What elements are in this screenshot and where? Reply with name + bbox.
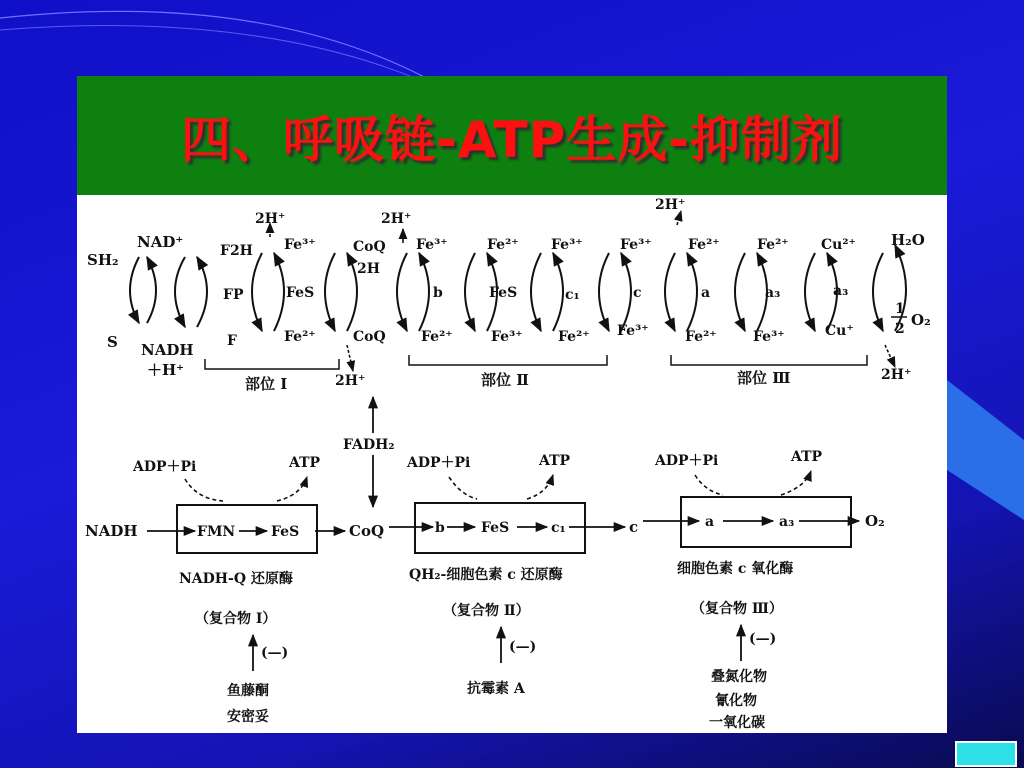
cyt-a-top: Fe²⁺ — [688, 237, 720, 253]
cyt-a-mid: a — [701, 285, 711, 301]
complex-names — [179, 560, 793, 627]
cyt-a-bottom: Fe²⁺ — [685, 329, 717, 345]
proton-label-5: 2H⁺ — [881, 367, 912, 383]
cyt-c1-bottom: Fe²⁺ — [558, 329, 590, 345]
c3-complex: （复合物 Ⅲ） — [691, 601, 783, 617]
proton-label-3: 2H⁺ — [655, 197, 686, 213]
fes1-top: Fe³⁺ — [284, 237, 316, 253]
nadh-label: NADH — [141, 341, 194, 359]
adp-pi-1: ADP＋Pi — [133, 459, 197, 475]
inhibitor-labels — [227, 668, 767, 731]
c2-complex: （复合物 Ⅱ） — [443, 603, 530, 619]
adp-pi-2: ADP＋Pi — [407, 455, 471, 471]
c2-name: QH₂-细胞色素 c 还原酶 — [409, 567, 563, 583]
cyt-c1-top: Fe³⁺ — [551, 237, 583, 253]
fadh2-label: FADH₂ — [343, 437, 395, 453]
c3-sign: (—) — [749, 631, 777, 647]
cyt-c-mid: c — [633, 285, 642, 301]
adp-atp-labels — [132, 449, 823, 475]
respiratory-chain-diagram — [77, 195, 947, 733]
adp-pi-3: ADP＋Pi — [655, 453, 719, 469]
c3-a: a — [705, 514, 715, 530]
c2-c1: c₁ — [551, 520, 566, 536]
cyt-a3-fe-mid: a₃ — [765, 285, 781, 301]
sh2-label: SH₂ — [87, 251, 119, 269]
cyt-a3-fe-bottom: Fe³⁺ — [753, 329, 785, 345]
c1-inhibitor-2: 安密妥 — [227, 709, 269, 725]
c3-inhibitor-1: 叠氮化物 — [711, 669, 767, 685]
fp-mid: FP — [223, 287, 244, 303]
site-brackets — [205, 355, 867, 369]
coq-bottom: CoQ — [353, 329, 386, 345]
cyt-a3-cu-top: Cu²⁺ — [821, 237, 856, 253]
c2-inhibitor-1: 抗霉素 A — [467, 681, 525, 697]
title-band — [77, 76, 947, 195]
proton-arrows — [270, 211, 895, 371]
diagram-panel — [77, 195, 947, 733]
nadh-in-label: NADH — [85, 522, 138, 540]
o2-label: O₂ — [911, 311, 931, 329]
c1-complex: （复合物 Ⅰ） — [195, 611, 277, 627]
cyt-c1-mid: c₁ — [565, 287, 580, 303]
c3-inhibitor-3: 一氧化碳 — [709, 715, 765, 731]
cyt-c-mid-label: c — [629, 518, 639, 536]
c2-fes: FeS — [481, 520, 510, 536]
o2-denominator: 2 — [895, 321, 905, 337]
atp-1: ATP — [289, 455, 321, 471]
c2-b: b — [435, 520, 445, 536]
c3-a3: a₃ — [779, 514, 795, 530]
fes1-mid: FeS — [286, 285, 315, 301]
cyt-b-mid: b — [433, 285, 443, 301]
fes2-top: Fe²⁺ — [487, 237, 519, 253]
c1-name: NADH-Q 还原酶 — [179, 571, 293, 587]
c1-fes: FeS — [271, 524, 300, 540]
coq-2h: 2H — [357, 261, 380, 277]
site-2-label: 部位 Ⅱ — [481, 371, 529, 389]
cyt-b-bottom: Fe²⁺ — [421, 329, 453, 345]
c1-sign: (—) — [261, 645, 289, 661]
c1-inhibitor-1: 鱼藤酮 — [227, 683, 269, 699]
nad-label: NAD⁺ — [137, 233, 184, 251]
o2-numerator: 1 — [895, 301, 905, 317]
atp-3: ATP — [791, 449, 823, 465]
o2-out-label: O₂ — [865, 512, 885, 530]
carrier-labels — [220, 237, 856, 349]
coq-top: CoQ — [353, 239, 386, 255]
inhibition-arrows — [253, 625, 741, 671]
site-3-label: 部位 Ⅲ — [737, 369, 791, 387]
proton-label-4: 2H⁺ — [335, 373, 366, 389]
fes2-bottom: Fe³⁺ — [491, 329, 523, 345]
site-1-label: 部位 Ⅰ — [245, 375, 288, 393]
proton-label-1: 2H⁺ — [255, 211, 286, 227]
cyt-a3-cu-mid: a₃ — [833, 283, 849, 299]
fp-bottom: F — [227, 333, 237, 349]
slide-title: 四、呼吸链-ATP生成-抑制剂 — [180, 110, 844, 169]
s-label: S — [107, 333, 118, 351]
fp-top: F2H — [220, 243, 253, 259]
fes1-bottom: Fe²⁺ — [284, 329, 316, 345]
h-plus-label: ＋H⁺ — [147, 361, 185, 379]
next-slide-button[interactable] — [955, 741, 1017, 767]
proton-label-2: 2H⁺ — [381, 211, 412, 227]
cyt-c-top: Fe³⁺ — [620, 237, 652, 253]
h2o-label: H₂O — [891, 231, 925, 249]
fes2-mid: FeS — [489, 285, 518, 301]
c3-inhibitor-2: 氰化物 — [715, 693, 757, 709]
cyt-a3-cu-bottom: Cu⁺ — [825, 323, 854, 339]
cyt-c-bottom: Fe³⁺ — [617, 323, 649, 339]
cyt-a3-fe-top: Fe²⁺ — [757, 237, 789, 253]
c3-name: 细胞色素 c 氧化酶 — [677, 561, 794, 577]
c1-fmn: FMN — [197, 524, 236, 540]
c2-sign: (—) — [509, 639, 537, 655]
atp-2: ATP — [539, 453, 571, 469]
cyt-b-top: Fe³⁺ — [416, 237, 448, 253]
coq-mid-label: CoQ — [349, 522, 385, 540]
